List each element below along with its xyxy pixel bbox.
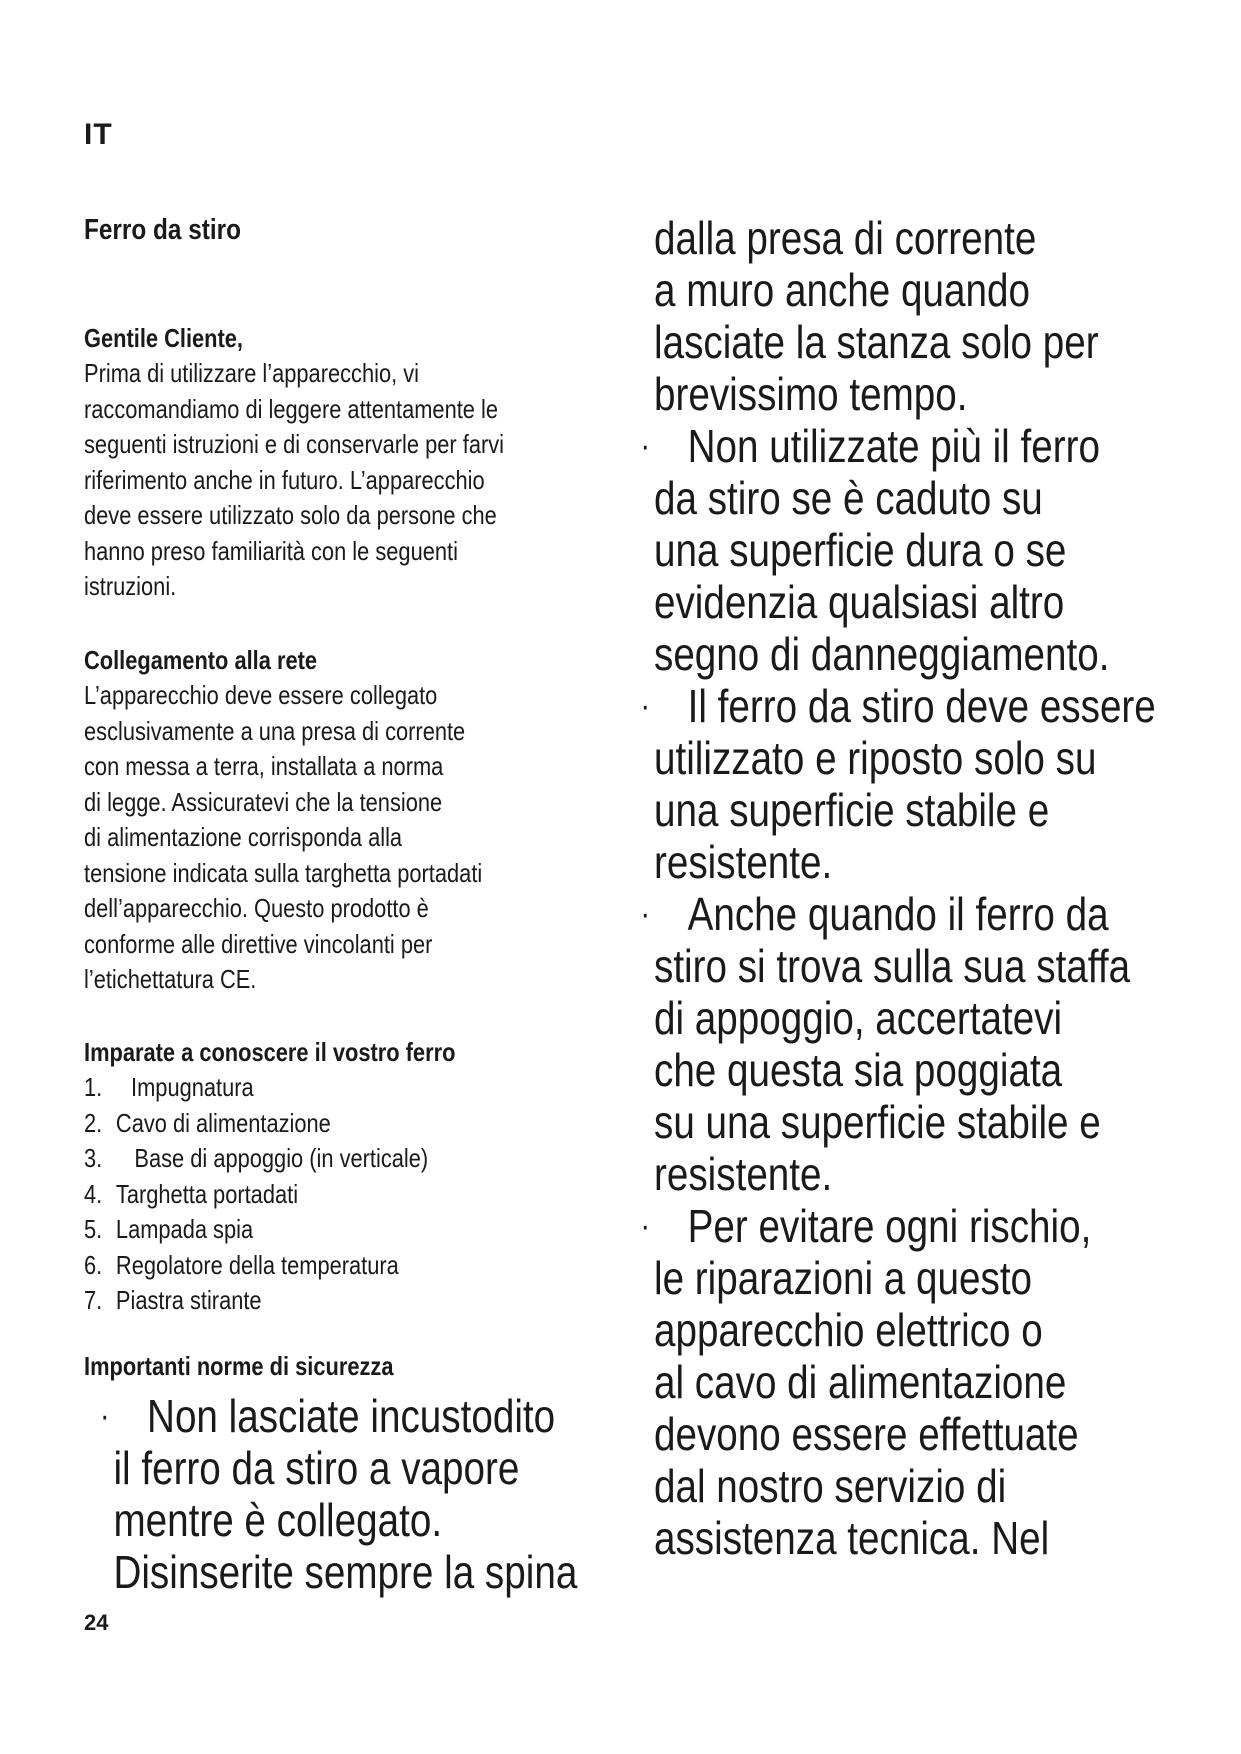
item-number: 2. bbox=[84, 1107, 103, 1138]
text-line: il ferro da stiro a vapore bbox=[113, 1442, 520, 1494]
list-item bbox=[84, 1248, 554, 1284]
item-number: 4. bbox=[84, 1178, 103, 1209]
list-item bbox=[84, 1141, 554, 1177]
item-label: Base di appoggio (in verticale) bbox=[134, 1143, 429, 1173]
text-line: Il ferro da stiro deve essere bbox=[687, 680, 1156, 732]
text-line: una superficie stabile e bbox=[654, 784, 1050, 836]
text-line: Non lasciate incustodito bbox=[147, 1390, 556, 1442]
text-line: le riparazioni a questo bbox=[654, 1252, 1033, 1304]
text-line: utilizzato e riposto solo su bbox=[654, 732, 1097, 784]
safety-bullet-2 bbox=[641, 420, 1156, 680]
greeting-text bbox=[84, 356, 554, 605]
page-number: 24 bbox=[84, 1610, 109, 1635]
item-label: Piastra stirante bbox=[115, 1285, 262, 1315]
safety-bullet-3 bbox=[641, 680, 1156, 888]
text-line: evidenzia qualsiasi altro bbox=[654, 576, 1065, 628]
safety-heading: Importanti norme di sicurezza bbox=[84, 1351, 394, 1381]
item-label: Targhetta portadati bbox=[115, 1178, 299, 1209]
item-number: 5. bbox=[84, 1214, 103, 1244]
text-line: resistente. bbox=[654, 1148, 833, 1200]
connection-section bbox=[84, 642, 644, 998]
text-line: dell’apparecchio. Questo prodotto è bbox=[84, 893, 429, 923]
text-line: conforme alle direttive vincolanti per bbox=[84, 928, 433, 959]
connection-heading: Collegamento alla rete bbox=[84, 645, 318, 675]
text-line: assistenza tecnica. Nel bbox=[654, 1512, 1050, 1564]
list-item bbox=[84, 1283, 554, 1319]
parts-section bbox=[84, 1034, 644, 1319]
text-line: Prima di utilizzare l’apparecchio, vi bbox=[84, 358, 420, 388]
list-item bbox=[84, 1177, 554, 1213]
text-line: Per evitare ogni rischio, bbox=[687, 1200, 1092, 1252]
text-line: mentre è collegato. bbox=[113, 1494, 443, 1546]
text-line: al cavo di alimentazione bbox=[654, 1356, 1067, 1408]
safety-bullet-4 bbox=[641, 888, 1156, 1200]
bullet-marker: · bbox=[640, 427, 651, 465]
list-item bbox=[84, 1070, 554, 1106]
page-title: Ferro da stiro bbox=[84, 214, 242, 246]
safety-bullet-5 bbox=[641, 1200, 1156, 1564]
safety-bullet-1 bbox=[100, 1390, 577, 1598]
text-line: dal nostro servizio di bbox=[654, 1460, 1007, 1512]
text-line: apparecchio elettrico o bbox=[654, 1304, 1043, 1356]
text-line: resistente. bbox=[654, 836, 833, 888]
text-line: segno di danneggiamento. bbox=[654, 628, 1110, 680]
item-number: 6. bbox=[84, 1249, 103, 1280]
text-line: Anche quando il ferro da bbox=[687, 888, 1109, 940]
text-line: con messa a terra, installata a norma bbox=[84, 751, 444, 781]
text-line: una superficie dura o se bbox=[654, 524, 1067, 576]
text-line: Disinserite sempre la spina bbox=[113, 1546, 578, 1598]
bullet-marker: · bbox=[640, 895, 651, 933]
text-line: di legge. Assicuratevi che la tensione bbox=[84, 786, 443, 817]
text-line: che questa sia poggiata bbox=[654, 1044, 1063, 1096]
item-label: Regolatore della temperatura bbox=[115, 1249, 399, 1280]
text-line: istruzioni. bbox=[84, 571, 177, 601]
text-line: hanno preso familiarità con le seguenti bbox=[84, 535, 458, 566]
text-line: L’apparecchio deve essere collegato bbox=[84, 680, 438, 710]
text-line: di appoggio, accertatevi bbox=[654, 992, 1063, 1044]
text-line: su una superficie stabile e bbox=[654, 1096, 1101, 1148]
text-line: riferimento anche in futuro. L’apparecchio bbox=[84, 464, 485, 495]
text-line: l’etichettatura CE. bbox=[84, 964, 257, 994]
language-code: IT bbox=[84, 118, 113, 151]
text-line: a muro anche quando bbox=[654, 264, 1030, 316]
text-line: di alimentazione corrisponda alla bbox=[84, 822, 403, 852]
item-label: Lampada spia bbox=[115, 1214, 254, 1244]
text-line: raccomandiamo di leggere attentamente le bbox=[84, 393, 499, 424]
bullet-marker: · bbox=[640, 687, 651, 725]
item-number: 3. bbox=[84, 1143, 103, 1173]
parts-list bbox=[84, 1070, 554, 1319]
text-line: dalla presa di corrente bbox=[654, 212, 1037, 264]
text-line: deve essere utilizzato solo da persone che bbox=[84, 500, 497, 530]
parts-heading: Imparate a conoscere il vostro ferro bbox=[84, 1037, 456, 1067]
text-line: tensione indicata sulla targhetta portadati bbox=[84, 857, 483, 888]
list-item bbox=[84, 1212, 554, 1248]
text-line: Non utilizzate più il ferro bbox=[687, 420, 1100, 472]
greeting-heading: Gentile Cliente, bbox=[84, 323, 243, 353]
text-line: devono essere effettuate bbox=[654, 1408, 1079, 1460]
text-line: da stiro se è caduto su bbox=[654, 472, 1043, 524]
text-line: stiro si trova sulla sua staffa bbox=[654, 940, 1131, 992]
greeting-section bbox=[84, 320, 644, 605]
text-line: esclusivamente a una presa di corrente bbox=[84, 715, 466, 746]
item-number: 1. bbox=[84, 1072, 103, 1102]
list-item bbox=[84, 1106, 554, 1142]
text-line: brevissimo tempo. bbox=[654, 368, 968, 420]
item-number: 7. bbox=[84, 1285, 103, 1315]
text-line: lasciate la stanza solo per bbox=[654, 316, 1099, 368]
item-label: Impugnatura bbox=[131, 1072, 254, 1102]
text-line: seguenti istruzioni e di conservarle per farvi bbox=[84, 429, 505, 459]
connection-text bbox=[84, 678, 554, 998]
safety-right-column bbox=[640, 212, 1156, 1564]
bullet-marker: · bbox=[640, 1207, 651, 1245]
item-label: Cavo di alimentazione bbox=[115, 1107, 331, 1138]
bullet-marker: · bbox=[100, 1397, 110, 1435]
